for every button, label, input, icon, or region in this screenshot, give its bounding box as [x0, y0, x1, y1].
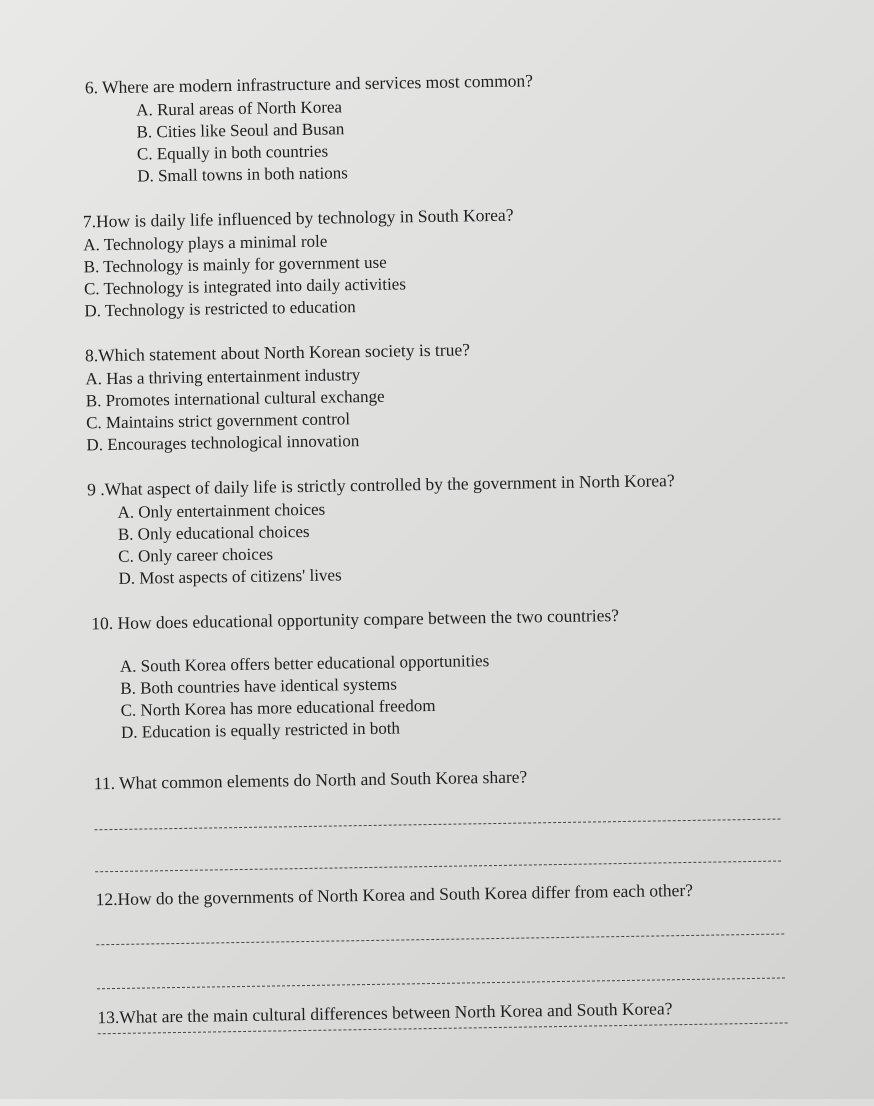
q10-option-d: D. Education is equally restricted in both	[120, 718, 401, 742]
question-13: 13.What are the main cultural differences between North Korea and South Korea?	[97, 998, 673, 1028]
q6-option-b: B. Cities like Seoul and Busan	[136, 119, 345, 142]
q10-option-c: C. North Korea has more educational freedom	[120, 695, 436, 720]
question-12: 12.How do the governments of North Korea and South Korea differ from each other?	[95, 879, 694, 910]
q7-option-d: D. Technology is restricted to education	[84, 297, 356, 321]
q8-option-b: B. Promotes international cultural exchange	[85, 386, 385, 411]
q9-option-d: D. Most aspects of citizens' lives	[118, 565, 342, 588]
question-7: 7.How is daily life influenced by technology in South Korea?	[82, 204, 514, 232]
q8-option-c: C. Maintains strict government control	[85, 409, 351, 433]
q9-option-c: C. Only career choices	[118, 544, 274, 566]
question-10: 10. How does educational opportunity compare between the two countries?	[91, 605, 620, 634]
answer-line-11b[interactable]	[95, 861, 781, 873]
q8-option-d: D. Encourages technological innovation	[86, 431, 360, 455]
q7-option-c: C. Technology is integrated into daily activities	[83, 274, 407, 299]
answer-line-12b[interactable]	[97, 977, 785, 989]
q9-option-a: A. Only entertainment choices	[117, 499, 326, 522]
answer-line-11a[interactable]	[95, 819, 781, 831]
q7-option-b: B. Technology is mainly for government use	[83, 252, 387, 277]
q8-option-a: A. Has a thriving entertainment industry	[85, 365, 361, 389]
q10-option-a: A. South Korea offers better educational opportunities	[119, 651, 490, 676]
question-9: 9 .What aspect of daily life is strictly controlled by the government in North Korea?	[87, 470, 675, 500]
q6-option-a: A. Rural areas of North Korea	[136, 97, 343, 120]
question-8: 8.Which statement about North Korean society is true?	[84, 339, 471, 366]
answer-line-12a[interactable]	[96, 933, 784, 945]
q7-option-a: A. Technology plays a minimal role	[83, 231, 328, 255]
q6-option-d: D. Small towns in both nations	[137, 163, 348, 186]
question-11: 11. What common elements do North and South Korea share?	[93, 766, 528, 794]
q10-option-b: B. Both countries have identical systems	[120, 674, 398, 698]
q6-option-c: C. Equally in both countries	[136, 141, 329, 164]
q9-option-b: B. Only educational choices	[117, 521, 310, 544]
question-6: 6. Where are modern infrastructure and services most common?	[84, 70, 534, 98]
